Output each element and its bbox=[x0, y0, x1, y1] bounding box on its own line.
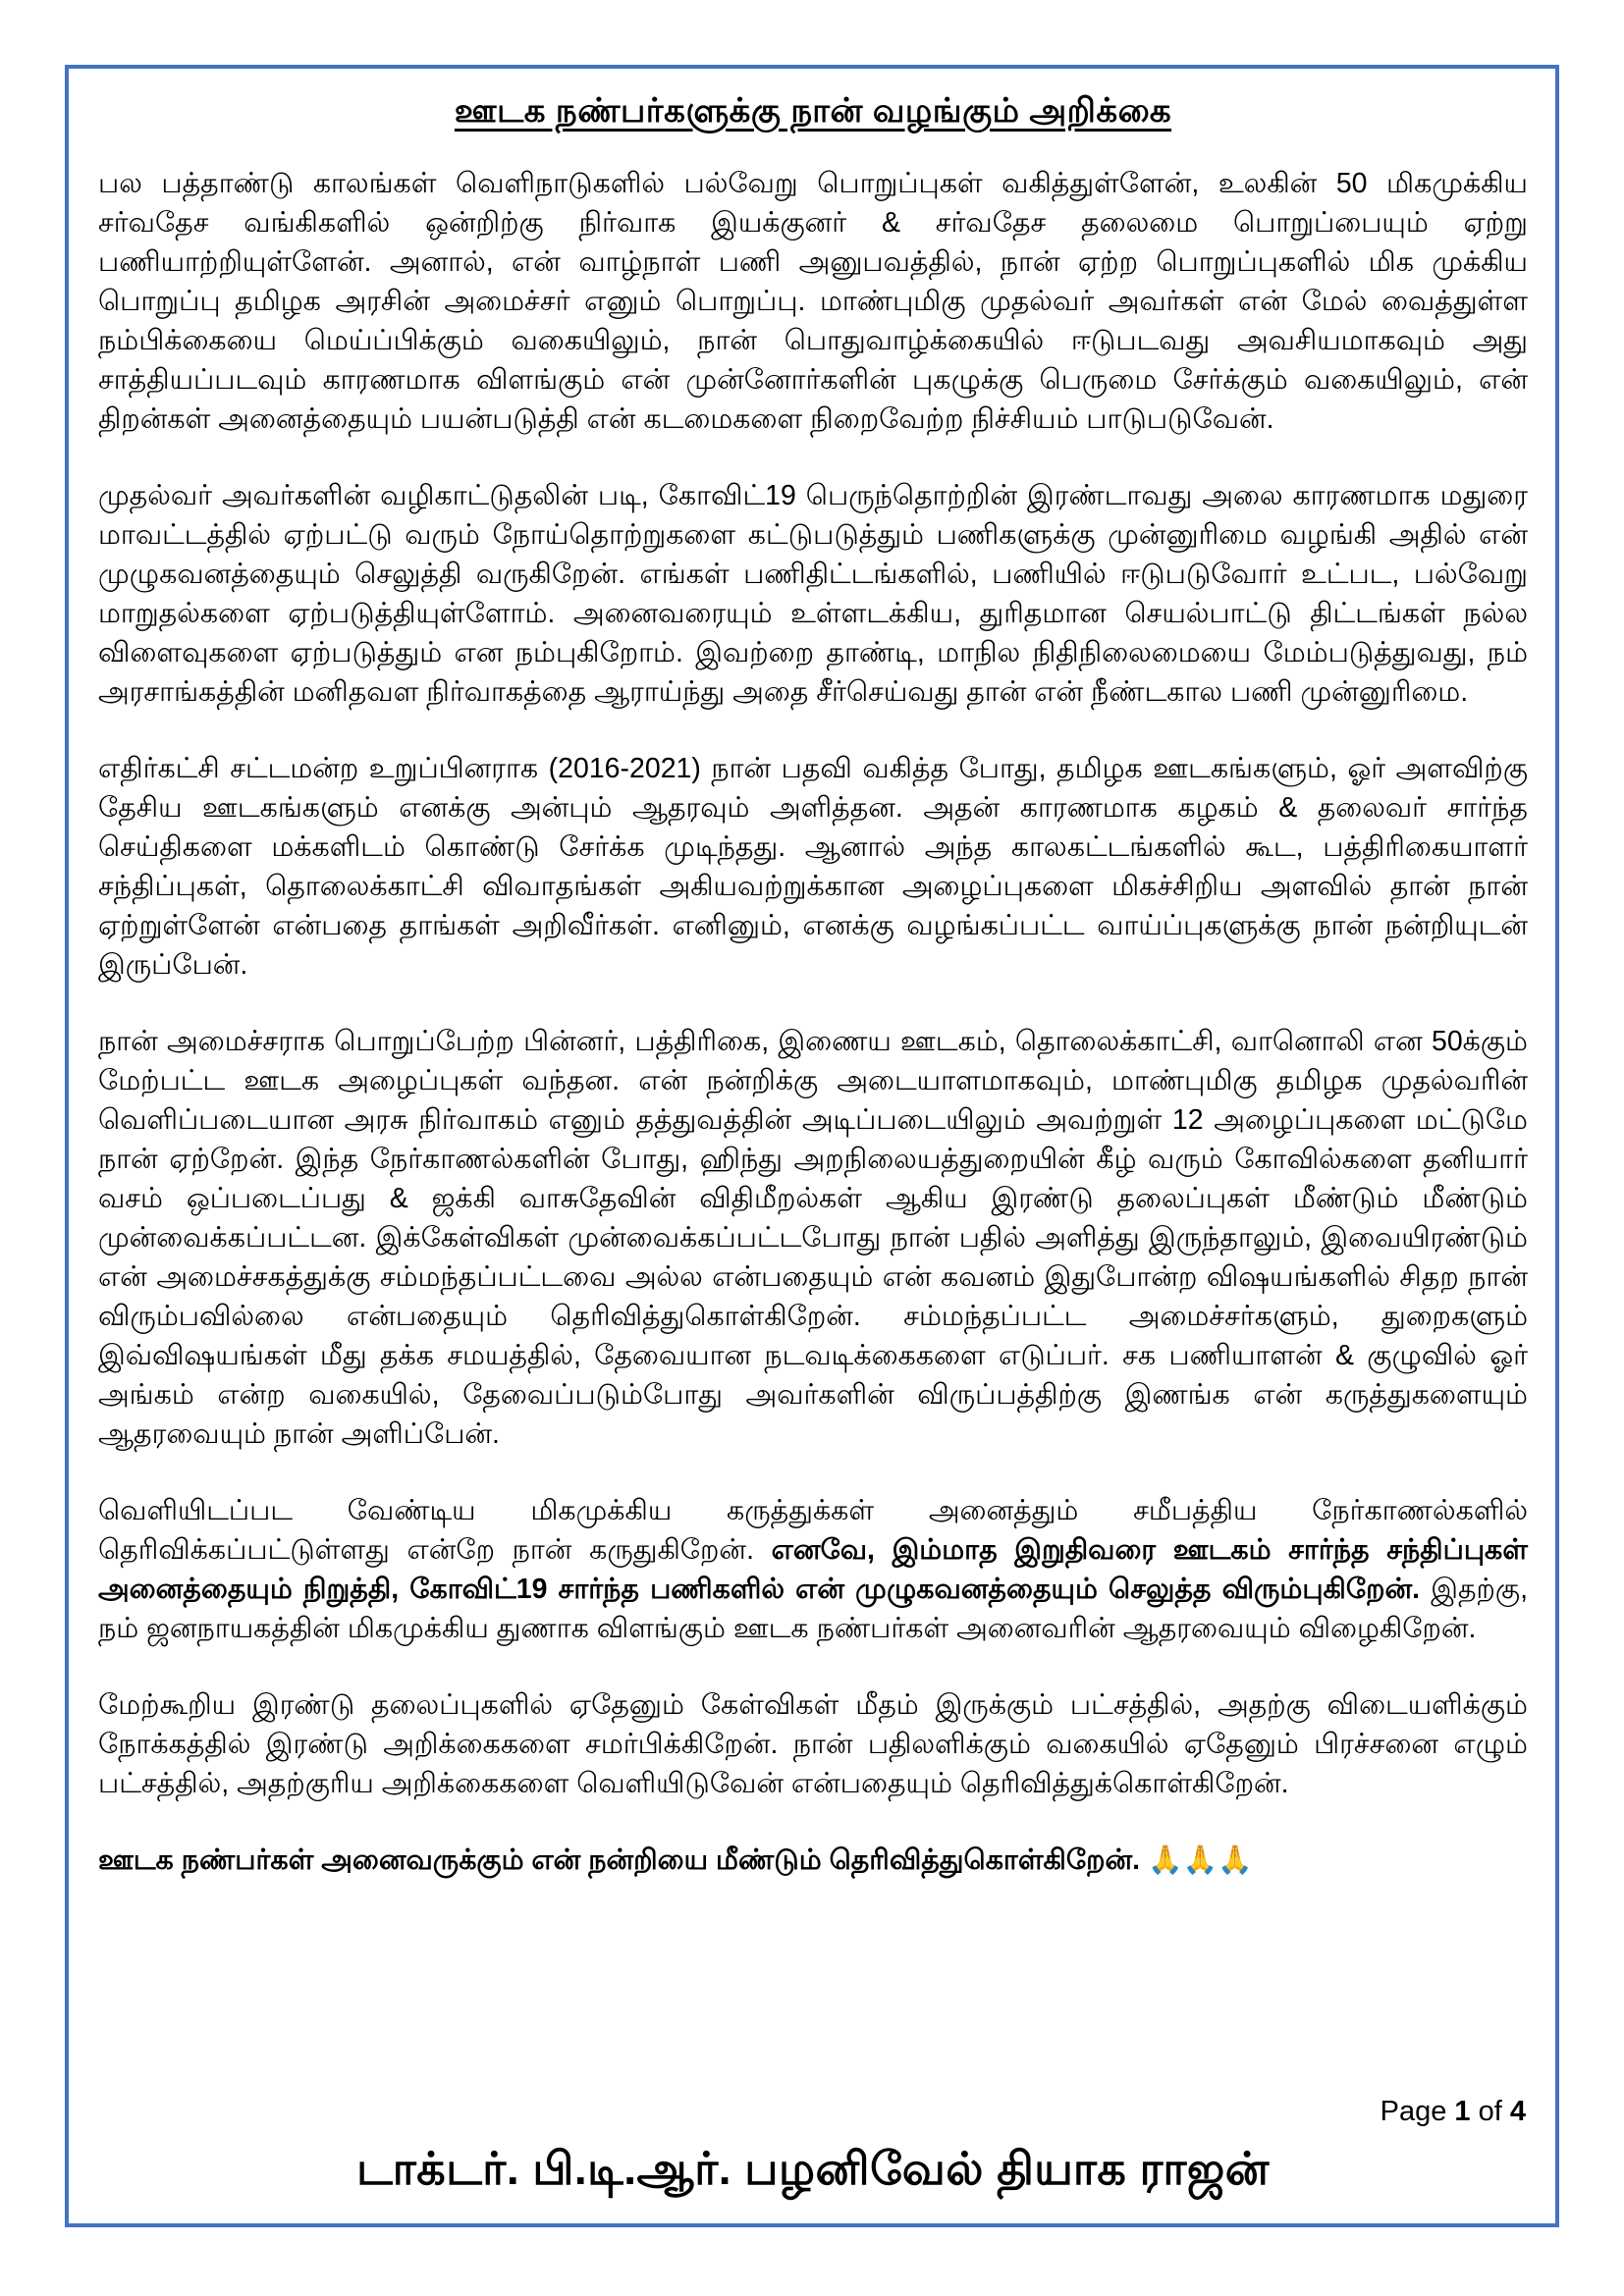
page-number-total: 4 bbox=[1509, 2096, 1526, 2127]
paragraph-two-statements: மேற்கூறிய இரண்டு தலைப்புகளில் ஏதேனும் கேள்விகள் மீதம் இருக்கும் பட்சத்தில், அதற்கு விடையளிக்கும் நோக்கத்தில் இரண்டு அறிக்கைகளை சமர்பிக்கிறேன். நான் பதிலளிக்கும் வகையில் ஏதேனும் பிரச்சனை எழும் பட்சத்தில், அதற்குரிய அறிக்கைகளை வெளியிடுவேன் என்பதையும் தெரிவித்துக்கொள்கிறேன். bbox=[98, 1689, 1528, 1799]
document-title: ஊடக நண்பர்களுக்கு நான் வழங்கும் அறிக்கை bbox=[454, 92, 1172, 130]
folded-hands-icon: 🙏🙏🙏 bbox=[1148, 1844, 1253, 1876]
author-name: டாக்டர். பி.டி.ஆர். பழனிவேல் தியாக ராஜன் bbox=[356, 2143, 1270, 2194]
media-pause-bold-statement: எனவே, இம்மாத இறுதிவரை ஊடகம் சார்ந்த சந்திப்புகள் அனைத்தையும் நிறுத்தி, கோவிட்19 சார்ந்த பணிகளில் என் முழுகவனத்தையும் செலுத்த விரும்புகிறேன். bbox=[98, 1534, 1528, 1605]
closing-thanks-text: ஊடக நண்பர்கள் அனைவருக்கும் என் நன்றியை மீண்டும் தெரிவித்துகொள்கிறேன். bbox=[98, 1844, 1141, 1876]
page-border-frame bbox=[65, 65, 1559, 2227]
paragraph-career-intro: பல பத்தாண்டு காலங்கள் வெளிநாடுகளில் பல்வேறு பொறுப்புகள் வகித்துள்ளேன், உலகின் 50 மிகமுக்கிய சர்வதேச வங்கிகளில் ஒன்றிற்கு நிர்வாக இயக்குனர் & சர்வதேச தலைமை பொறுப்பையும் ஏற்று பணியாற்றியுள்ளேன். அனால், என் வாழ்நாள் பணி அனுபவத்தில், நான் ஏற்ற பொறுப்புகளில் மிக முக்கிய பொறுப்பு தமிழக அரசின் அமைச்சர் எனும் பொறுப்பு. மாண்புமிகு முதல்வர் அவர்கள் என் மேல் வைத்துள்ள நம்பிக்கையை மெய்ப்பிக்கும் வகையிலும், நான் பொதுவாழ்க்கையில் ஈடுபடவது அவசியமாகவும் அது சாத்தியப்படவும் காரணமாக விளங்கும் என் முன்னோர்களின் புகழுக்கு பெருமை சேர்க்கும் வகையிலும், என் திறன்கள் அனைத்தையும் பயன்படுத்தி என் கடமைகளை நிறைவேற்ற நிச்சியம் பாடுபடுவேன். bbox=[98, 168, 1528, 435]
paragraph-media-pause bbox=[98, 1491, 1528, 1648]
page-content bbox=[69, 69, 1555, 2223]
page-number-of: of bbox=[1478, 2096, 1502, 2127]
page-number-label: Page bbox=[1380, 2096, 1447, 2127]
paragraph-covid-priority: முதல்வர் அவர்களின் வழிகாட்டுதலின் படி, கோவிட்19 பெருந்தொற்றின் இரண்டாவது அலை காரணமாக மதுரை மாவட்டத்தில் ஏற்பட்டு வரும் நோய்தொற்றுகளை கட்டுபடுத்தும் பணிகளுக்கு முன்னுரிமை வழங்கி அதில் என் முழுகவனத்தையும் செலுத்தி வருகிறேன். எங்கள் பணிதிட்டங்களில், பணியில் ஈடுபடுவோர் உட்பட, பல்வேறு மாறுதல்களை ஏற்படுத்தியுள்ளோம். அனைவரையும் உள்ளடக்கிய, துரிதமான செயல்பாட்டு திட்டங்கள் நல்ல விளைவுகளை ஏற்படுத்தும் என நம்புகிறோம். இவற்றை தாண்டி, மாநில நிதிநிலைமையை மேம்படுத்துவது, நம் அரசாங்கத்தின் மனிதவள நிர்வாகத்தை ஆராய்ந்து அதை சீர்செய்வது தான் என் நீண்டகால பணி முன்னுரிமை. bbox=[98, 480, 1528, 708]
page-number bbox=[98, 2096, 1528, 2128]
paragraph-minister-interviews: நான் அமைச்சராக பொறுப்பேற்ற பின்னர், பத்திரிகை, இணைய ஊடகம், தொலைக்காட்சி, வானொலி என 50க்கும் மேற்பட்ட ஊடக அழைப்புகள் வந்தன. என் நன்றிக்கு அடையாளமாகவும், மாண்புமிகு தமிழக முதல்வரின் வெளிப்படையான அரசு நிர்வாகம் எனும் தத்துவத்தின் அடிப்படையிலும் அவற்றுள் 12 அழைப்புகளை மட்டுமே நான் ஏற்றேன். இந்த நேர்காணல்களின் போது, ஹிந்து அறநிலையத்துறையின் கீழ் வரும் கோவில்களை தனியார் வசம் ஒப்படைப்பது & ஜக்கி வாசுதேவின் விதிமீறல்கள் ஆகிய இரண்டு தலைப்புகள் மீண்டும் மீண்டும் முன்வைக்கப்பட்டன. இக்கேள்விகள் முன்வைக்கப்பட்டபோது நான் பதில் அளித்து இருந்தாலும், இவையிரண்டும் என் அமைச்சகத்துக்கு சம்மந்தப்பட்டவை அல்ல என்பதையும் என் கவனம் இதுபோன்ற விஷயங்களில் சிதற நான் விரும்பவில்லை என்பதையும் தெரிவித்துகொள்கிறேன். சம்மந்தப்பட்ட அமைச்சர்களும், துறைகளும் இவ்விஷயங்கள் மீது தக்க சமயத்தில், தேவையான நடவடிக்கைகளை எடுப்பர். சக பணியாளன் & குழுவில் ஓர் அங்கம் என்ற வகையில், தேவைப்படும்போது அவர்களின் விருப்பத்திற்கு இணங்க என் கருத்துகளையும் ஆதரவையும் நான் அளிப்பேன். bbox=[98, 1026, 1528, 1450]
media-pause-regular-start: வெளியிடப்பட வேண்டிய மிகமுக்கிய கருத்துக்கள் அனைத்தும் சமீபத்திய நேர்காணல்களில் தெரிவிக்கப்பட்டுள்ளது என்றே நான் கருதுகிறேன். bbox=[98, 1495, 1528, 1566]
paragraph-closing-thanks bbox=[98, 1841, 1528, 1880]
media-pause-regular-end: இதற்கு, நம் ஜனநாயகத்தின் மிகமுக்கிய துணாக விளங்கும் ஊடக நண்பர்கள் அனைவரின் ஆதரவையும் விழைகிறேன். bbox=[98, 1574, 1528, 1644]
paragraph-opposition-years: எதிர்கட்சி சட்டமன்ற உறுப்பினராக (2016-2021) நான் பதவி வகித்த போது, தமிழக ஊடகங்களும், ஓர் அளவிற்கு தேசிய ஊடகங்களும் எனக்கு அன்பும் ஆதரவும் அளித்தன. அதன் காரணமாக கழகம் & தலைவர் சார்ந்த செய்திகளை மக்களிடம் கொண்டு சேர்க்க முடிந்தது. ஆனால் அந்த காலகட்டங்களில் கூட, பத்திரிகையாளர் சந்திப்புகள், தொலைக்காட்சி விவாதங்கள் அகியவற்றுக்கான அழைப்புகளை மிகச்சிறிய அளவில் தான் நான் ஏற்றுள்ளேன் என்பதை தாங்கள் அறிவீர்கள். எனினும், எனக்கு வழங்கப்பட்ட வாய்ப்புகளுக்கு நான் நன்றியுடன் இருப்பேன். bbox=[98, 753, 1528, 981]
page-number-current: 1 bbox=[1454, 2096, 1471, 2127]
